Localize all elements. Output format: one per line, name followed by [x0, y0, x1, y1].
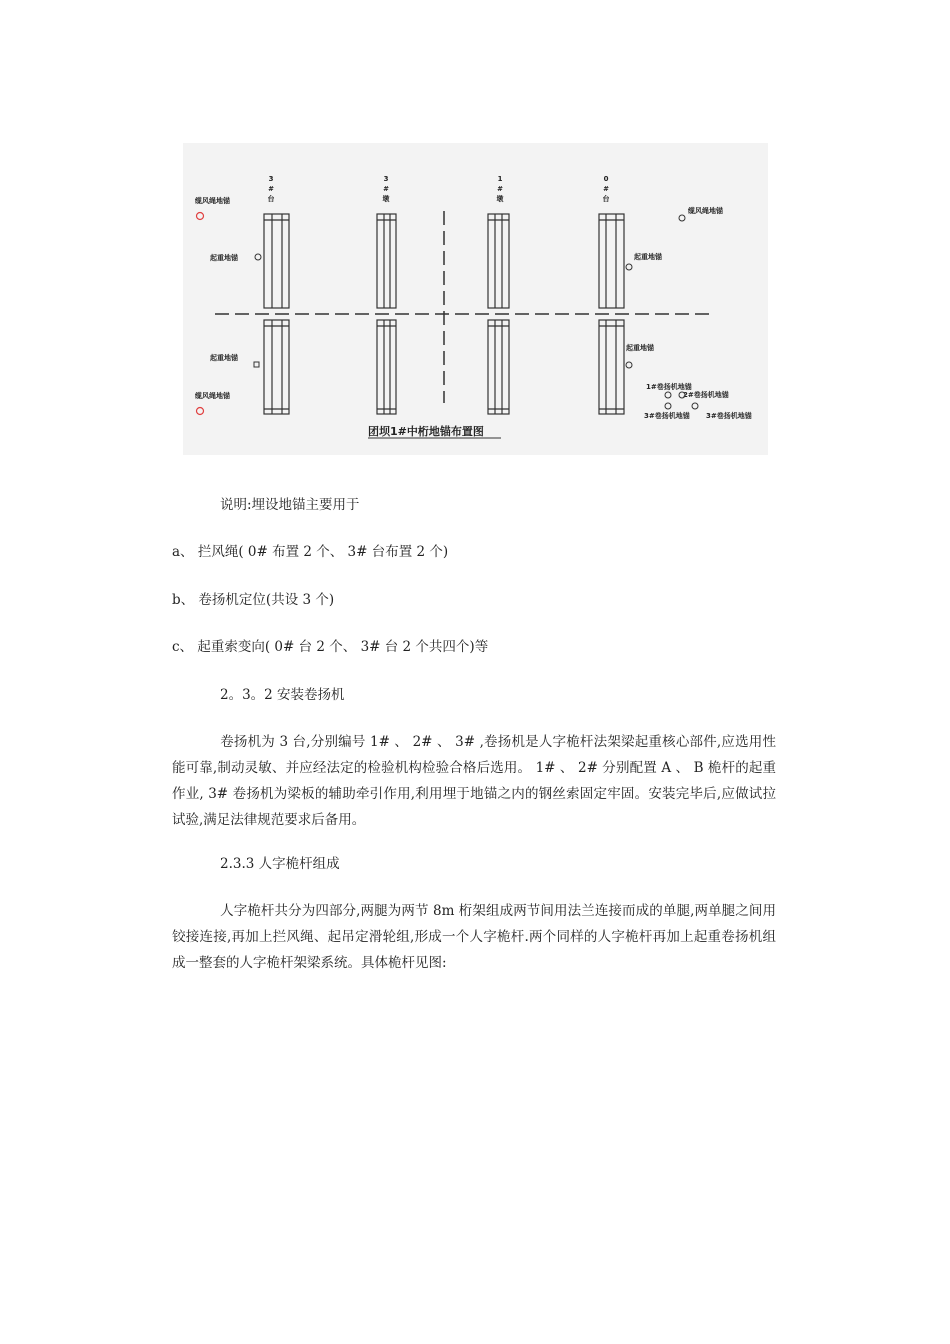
guy-anchor-label-bottom-left: 缆风绳地锚: [195, 392, 230, 400]
note-line: 说明:埋设地锚主要用于: [220, 497, 360, 513]
paragraph-2-3-3: [172, 898, 776, 976]
guy-anchor-label-top-right: 缆风绳地锚: [688, 207, 723, 215]
paragraph-2-3-3-text: 人字桅杆共分为四部分,两腿为两节 8m 桁架组成两节间用法兰连接而成的单腿,两单腿之间用铰接连接,再加上拦风绳、起吊定滑轮组,形成一个人字桅杆.两个同样的人字桅杆再加上起重卷扬机组成一整套的人字桅杆架梁系统。具体桅杆见图:: [172, 903, 776, 971]
anchor-layout-figure: [183, 143, 768, 455]
list-item-a: a、 拦风绳( 0# 布置 2 个、 3# 台布置 2 个): [172, 544, 449, 560]
guy-anchor-marker-top-left: [197, 213, 204, 220]
hoist-anchor-label-left-bottom: 起重地锚: [210, 354, 238, 362]
list-item-c: c、 起重索变向( 0# 台 2 个、 3# 台 2 个共四个)等: [172, 639, 489, 655]
paragraph-2-3-2-text: 卷扬机为 3 台,分别编号 1# 、 2# 、 3# ,卷扬机是人字桅杆法架梁起重核心部件,应选用性能可靠,制动灵敏、并应经法定的检验机构检验合格后选用。 1# 、 2# 分别配置 A 、 B 桅杆的起重作业, 3# 卷扬机为梁板的辅助牵引作用,利用埋于地锚之内的钢丝索固定牢固。安装完毕后,应做试拉试验,满足法律规范要求后备用。: [172, 734, 776, 828]
anchor-layout-diagram: [183, 143, 768, 455]
svg-text:墩: 墩: [496, 195, 504, 203]
pier-1-top: [488, 214, 509, 308]
pier-3-bottom: [264, 320, 289, 414]
svg-text:#: #: [603, 185, 609, 193]
paragraph-2-3-2: [172, 729, 776, 833]
svg-text:#: #: [497, 185, 503, 193]
hoist-anchor-label-right-bottom: 起重地锚: [626, 344, 654, 352]
hoist-anchor-marker-left-bottom: [254, 362, 259, 367]
figure-caption: 团坝1#中桁地锚布置图: [368, 425, 484, 438]
winch-anchor-marker-4: [692, 403, 698, 409]
guy-anchor-marker-bottom-left: [197, 408, 204, 415]
pier-0-top: [599, 214, 624, 308]
hoist-anchor-marker-right-bottom: [626, 362, 632, 368]
pier-1-bottom: [488, 320, 509, 414]
pier-label-3: [497, 175, 504, 203]
svg-text:#: #: [383, 185, 389, 193]
pier-3-top: [264, 214, 289, 308]
svg-text:台: 台: [602, 195, 610, 203]
hoist-anchor-label-left-top: 起重地锚: [210, 254, 238, 262]
guy-anchor-label-top-left: 缆风绳地锚: [195, 197, 230, 205]
svg-text:墩: 墩: [382, 195, 390, 203]
winch-anchor-marker-3: [665, 403, 671, 409]
pier-2-bottom: [377, 320, 396, 414]
hoist-anchor-marker-right-top: [626, 264, 632, 270]
hoist-anchor-marker-left-top: [255, 254, 261, 260]
list-item-b: b、 卷扬机定位(共设 3 个): [172, 592, 335, 608]
section-heading-2-3-2: 2。3。2 安装卷扬机: [220, 687, 345, 703]
pier-label-2: [383, 175, 390, 203]
guy-anchor-marker-top-right: [679, 215, 685, 221]
winch-anchor-label-1: 1#卷扬机地锚: [646, 383, 692, 391]
section-heading-2-3-3: 2.3.3 人字桅杆组成: [220, 856, 340, 872]
pier-label-4: [603, 175, 610, 203]
winch-anchor-label-2: 2#卷扬机地锚: [683, 391, 729, 399]
svg-text:3: 3: [268, 175, 274, 183]
svg-text:#: #: [268, 185, 274, 193]
winch-anchor-marker-1: [665, 392, 671, 398]
hoist-anchor-label-right-top: 起重地锚: [634, 253, 662, 261]
pier-label-1: [268, 175, 275, 203]
svg-text:1: 1: [497, 175, 503, 183]
winch-anchor-label-4: 3#卷扬机地锚: [706, 412, 752, 420]
winch-anchor-label-3: 3#卷扬机地锚: [644, 412, 690, 420]
pier-0-bottom: [599, 320, 624, 414]
svg-text:3: 3: [383, 175, 389, 183]
svg-text:台: 台: [267, 195, 275, 203]
svg-text:0: 0: [603, 175, 609, 183]
pier-2-top: [377, 214, 396, 308]
